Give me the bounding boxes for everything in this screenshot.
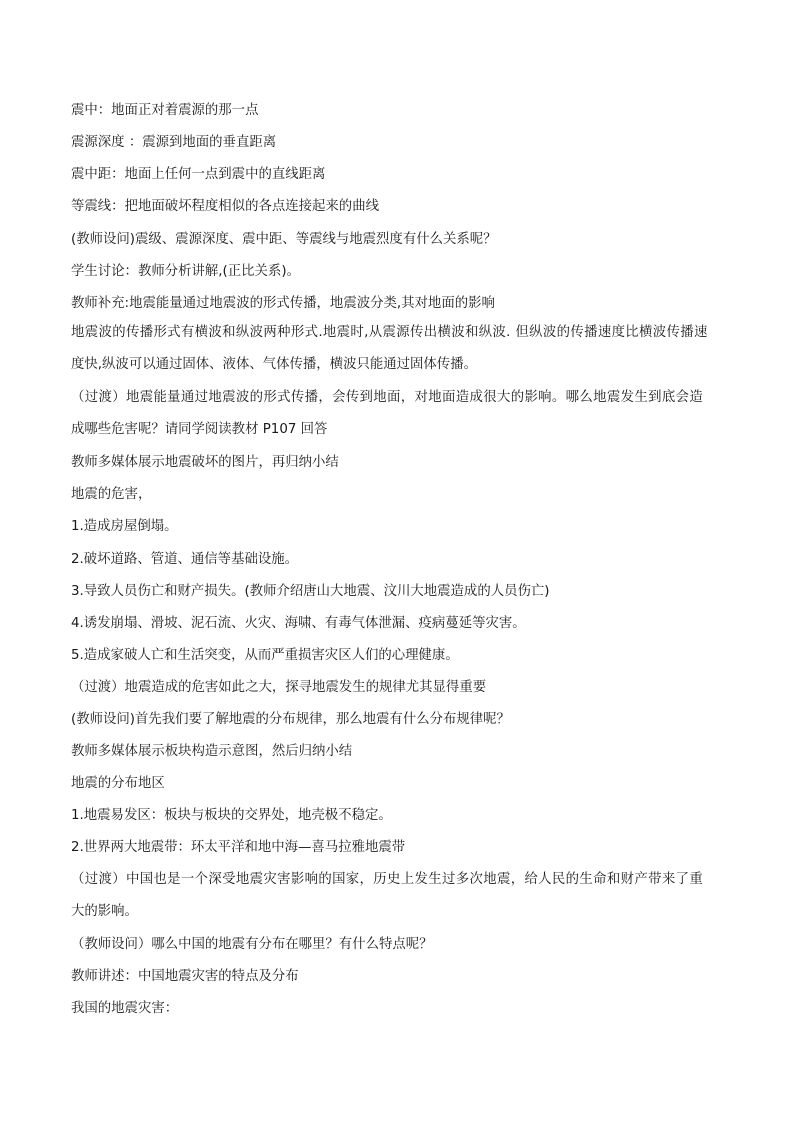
text-line: 地震的分布地区 [71,776,165,791]
text-line: （教师设问）哪么中国的地震有分布在哪里？有什么特点呢？ [71,937,433,952]
text-line: 度快,纵波可以通过固体、液体、气体传播，横波只能通过固体传播。 [71,357,477,372]
text-line: 教师补充:地震能量通过地震波的形式传播，地震波分类,其对地面的影响 [71,296,495,311]
text-line: 5.造成家破人亡和生活突变，从而严重损害灾区人们的心理健康。 [71,648,459,663]
text-line: 震中距：地面上任何一点到震中的直线距离 [71,167,326,182]
text-line: 教师多媒体展示地震破坏的图片，再归纳小结 [71,455,339,470]
text-line: 地震波的传播形式有横波和纵波两种形式.地震时,从震源传出横波和纵波. 但纵波的传播速度比横波传播速 [71,325,708,340]
text-line: (教师设问)首先我们要了解地震的分布规律，那么地震有什么分布规律呢？ [71,712,510,727]
text-line: 1.造成房屋倒塌。 [71,519,178,534]
text-line: (教师设问)震级、震源深度、震中距、等震线与地震烈度有什么关系呢？ [71,232,497,247]
text-line: 我国的地震灾害： [71,1001,179,1016]
text-line: 教师讲述：中国地震灾害的特点及分布 [71,969,299,984]
text-line: （过渡）中国也是一个深受地震灾害影响的国家，历史上发生过多次地震，给人民的生命和财产带来了重 [71,872,704,887]
text-line: 学生讨论：教师分析讲解,(正比关系)。 [71,264,300,279]
text-line: 等震线：把地面破坏程度相似的各点连接起来的曲线 [71,199,379,214]
text-line: 教师多媒体展示板块构造示意图，然后归纳小结 [71,744,353,759]
text-line: 地震的危害， [71,487,152,502]
text-line: 1.地震易发区：板块与板块的交界处，地壳极不稳定。 [71,808,392,823]
text-line: （过渡）地震造成的危害如此之大，探寻地震发生的规律尤其显得重要 [71,680,487,695]
text-line: 成哪些危害呢？请同学阅读教材 P107 回答 [71,422,328,437]
text-line: （过渡）地震能量通过地震波的形式传播，会传到地面，对地面造成很大的影响。哪么地震发生到底会造 [71,390,704,405]
text-line: 2.世界两大地震带：环太平洋和地中海—喜马拉雅地震带 [71,840,406,855]
text-line: 4.诱发崩塌、滑坡、泥石流、火灾、海啸、有毒气体泄漏、疫病蔓延等灾害。 [71,616,526,631]
text-line: 震中：地面正对着震源的那一点 [71,103,259,118]
text-line: 2.破坏道路、管道、通信等基础设施。 [71,552,299,567]
text-line: 震源深度 ：震源到地面的垂直距离 [71,135,277,150]
text-line: 大的影响。 [71,904,138,919]
text-line: 3.导致人员伤亡和财产损失。(教师介绍唐山大地震、汶川大地震造成的人员伤亡) [71,584,550,599]
